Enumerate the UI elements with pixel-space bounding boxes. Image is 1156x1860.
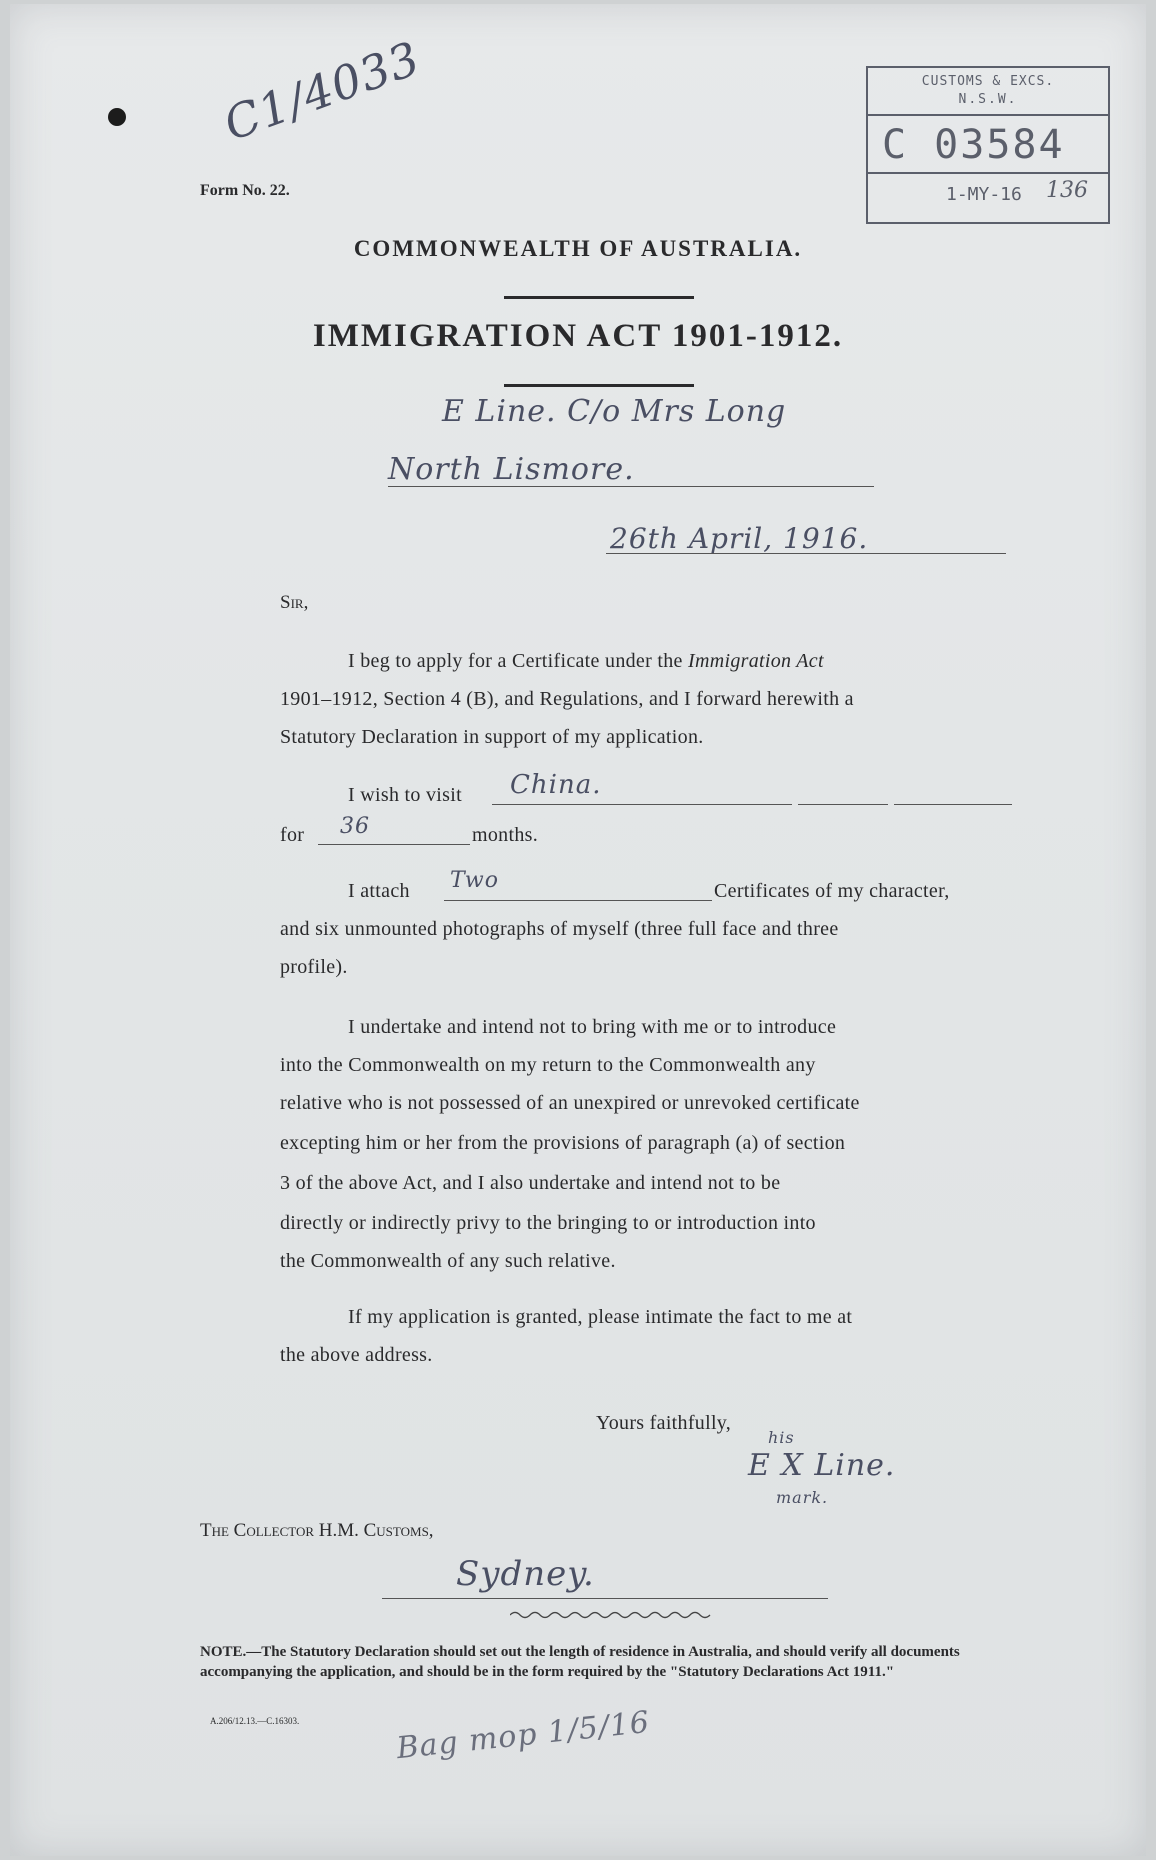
photos-line-1: and six unmounted photographs of myself (three full face and three — [280, 918, 839, 940]
attach-label: I attach — [348, 880, 410, 902]
document-sheet — [10, 4, 1146, 1856]
stamp-state: N.S.W. — [958, 92, 1018, 107]
note-text: NOTE.—The Statutory Declaration should set out the length of residence in Australia, and should verify all documents accompanying the application, and should be in the form required by the "Statutory Declarations Act 1911." — [200, 1644, 960, 1681]
undertake-line-5: 3 of the above Act, and I also undertake and intend not to be — [280, 1172, 781, 1194]
for-label: for — [280, 824, 305, 846]
granted-line-2: the above address. — [280, 1344, 433, 1366]
para1-line3: Statutory Declaration in support of my application. — [280, 726, 704, 748]
stamp-date-suffix: 136 — [1046, 178, 1088, 203]
attach-count: Two — [450, 868, 499, 893]
handwritten-initials: Bag mop 1/5/16 — [394, 1704, 652, 1767]
visit-label: I wish to visit — [348, 784, 462, 806]
address-line-1: E Line. C/o Mrs Long — [442, 394, 787, 429]
customs-stamp — [866, 66, 1110, 224]
address-underline — [388, 486, 874, 487]
stamp-number: C 03584 — [882, 122, 1065, 168]
attach-underline — [444, 900, 712, 901]
wavy-rule — [510, 1610, 715, 1620]
undertake-line-2: into the Commonwealth on my return to the Commonwealth any — [280, 1054, 816, 1076]
photos-line-2: profile). — [280, 956, 348, 978]
punch-hole — [108, 108, 126, 126]
undertake-line-6: directly or indirectly privy to the bringing to or introduction into — [280, 1212, 816, 1234]
heading-rule-top — [504, 296, 694, 299]
stamp-date: 1-MY-16 — [946, 184, 1022, 205]
salutation: Sir, — [280, 592, 309, 613]
granted-line-1: If my application is granted, please intimate the fact to me at — [348, 1306, 853, 1328]
addressee-city: Sydney. — [456, 1554, 595, 1594]
print-reference: A.206/12.13.—C.16303. — [210, 1716, 300, 1726]
months-underline — [318, 844, 470, 845]
act-heading: IMMIGRATION ACT 1901-1912. — [312, 318, 844, 354]
attach-suffix: Certificates of my character, — [714, 880, 950, 902]
para1-text: I beg to apply for a Certificate under the — [348, 650, 683, 672]
form-number: Form No. 22. — [200, 182, 290, 199]
undertake-line-3: relative who is not possessed of an unexpired or unrevoked certificate — [280, 1092, 860, 1114]
undertake-line-1: I undertake and intend not to bring with me or to introduce — [348, 1016, 837, 1038]
visit-underline-2 — [798, 804, 888, 805]
months-value: 36 — [340, 814, 370, 839]
act-name: Immigration Act — [688, 650, 824, 672]
addressee-title: The Collector H.M. Customs, — [200, 1520, 434, 1541]
closing: Yours faithfully, — [596, 1412, 732, 1434]
visit-underline-3 — [894, 804, 1012, 805]
signature-name: E X Line. — [748, 1448, 896, 1483]
visit-underline-1 — [492, 804, 792, 805]
stamp-office: CUSTOMS & EXCS. — [921, 74, 1055, 89]
signature-his: his — [768, 1428, 795, 1447]
months-label: months. — [472, 824, 538, 846]
undertake-line-7: the Commonwealth of any such relative. — [280, 1250, 616, 1272]
date-underline — [606, 553, 1006, 554]
visit-destination: China. — [510, 770, 602, 800]
para1-line1 — [348, 650, 824, 673]
letter-date: 26th April, 1916. — [610, 522, 869, 555]
undertake-line-4: excepting him or her from the provisions of paragraph (a) of section — [280, 1132, 846, 1154]
heading-rule-bottom — [504, 384, 694, 387]
city-underline — [382, 1598, 828, 1599]
para1-line2: 1901–1912, Section 4 (B), and Regulations, and I forward herewith a — [280, 688, 854, 710]
address-line-2: North Lismore. — [388, 452, 635, 487]
file-reference-number: C1/4033 — [216, 30, 428, 152]
signature-mark: mark. — [776, 1488, 829, 1507]
country-heading: COMMONWEALTH OF AUSTRALIA. — [353, 236, 803, 261]
